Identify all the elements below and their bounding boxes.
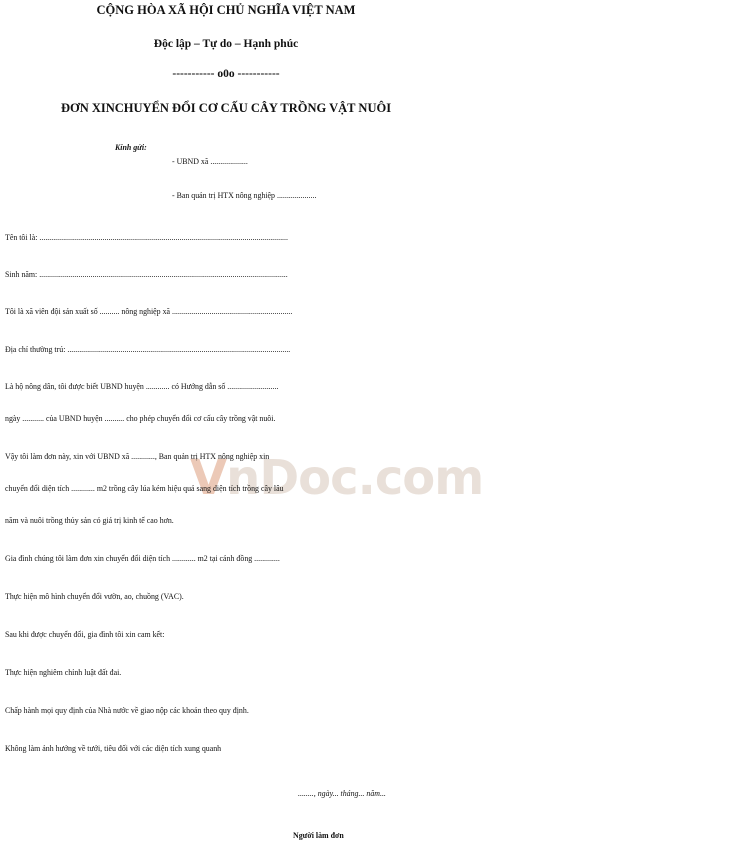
motto: Độc lập – Tự do – Hạnh phúc (153, 38, 299, 50)
country-heading: CỘNG HÒA XÃ HỘI CHỦ NGHĨA VIỆT NAM (96, 3, 356, 17)
watermark-rest: nDoc.com (226, 450, 484, 506)
watermark-v: V (190, 450, 227, 506)
birth-year-field: Sinh năm: .............................................................................................................................. (5, 270, 288, 279)
paragraph-2-line-1: Vậy tôi làm đơn này, xin với UBND xã ............, Ban quản trị HTX nông nghiệp xin (5, 452, 270, 461)
paragraph-2-line-2: chuyển đổi diện tích ............ m2 trồng cây lúa kém hiệu quả sang diện tích trồng cây lâu (5, 484, 284, 493)
paragraph-1-line-2: ngày ........... của UBND huyện .......... cho phép chuyển đổi cơ cấu cây trồng vật nuôi. (5, 414, 276, 423)
signature-date: ........, ngày... tháng... năm... (298, 789, 386, 798)
recipient-line-1: - UBND xã ................... (172, 157, 248, 166)
paragraph-1-line-1: Là hộ nông dân, tôi được biết UBND huyện ............ có Hướng dẫn số .......................... (5, 382, 279, 391)
signer-label: Người làm đơn (293, 831, 344, 840)
document-title: ĐƠN XINCHUYỂN ĐỔI CƠ CẤU CÂY TRỒNG VẬT NUÔI (60, 101, 392, 115)
recipient-line-2: - Ban quản trị HTX nông nghiệp .................... (172, 191, 317, 200)
member-field: Tôi là xã viên đội sản xuất số .......... nông nghiệp xã ............................................................. (5, 307, 293, 316)
name-field: Tên tôi là: .............................................................................................................................. (5, 233, 288, 242)
paragraph-3: Gia đình chúng tôi làm đơn xin chuyển đổi diện tích ............ m2 tại cánh đồng ............. (5, 554, 280, 563)
paragraph-2-line-3: năm và nuôi trồng thủy sản có giá trị kinh tế cao hơn. (5, 516, 174, 525)
paragraph-6: Thực hiện nghiêm chỉnh luật đất đai. (5, 668, 122, 677)
paragraph-4: Thực hiện mô hình chuyển đổi vườn, ao, chuồng (VAC). (5, 592, 184, 601)
paragraph-8: Không làm ảnh hưởng về tưới, tiêu đối với các diện tích xung quanh (5, 744, 222, 753)
recipient-block (115, 141, 567, 155)
separator: ----------- o0o ----------- (172, 68, 280, 80)
address-field: Địa chỉ thường trú: ................................................................................................................. (5, 345, 291, 354)
paragraph-7: Chấp hành mọi quy định của Nhà nước về giao nộp các khoản theo quy định. (5, 706, 249, 715)
recipient-label: Kính gửi: (115, 143, 147, 152)
paragraph-5: Sau khi được chuyển đổi, gia đình tôi xin cam kết: (5, 630, 165, 639)
